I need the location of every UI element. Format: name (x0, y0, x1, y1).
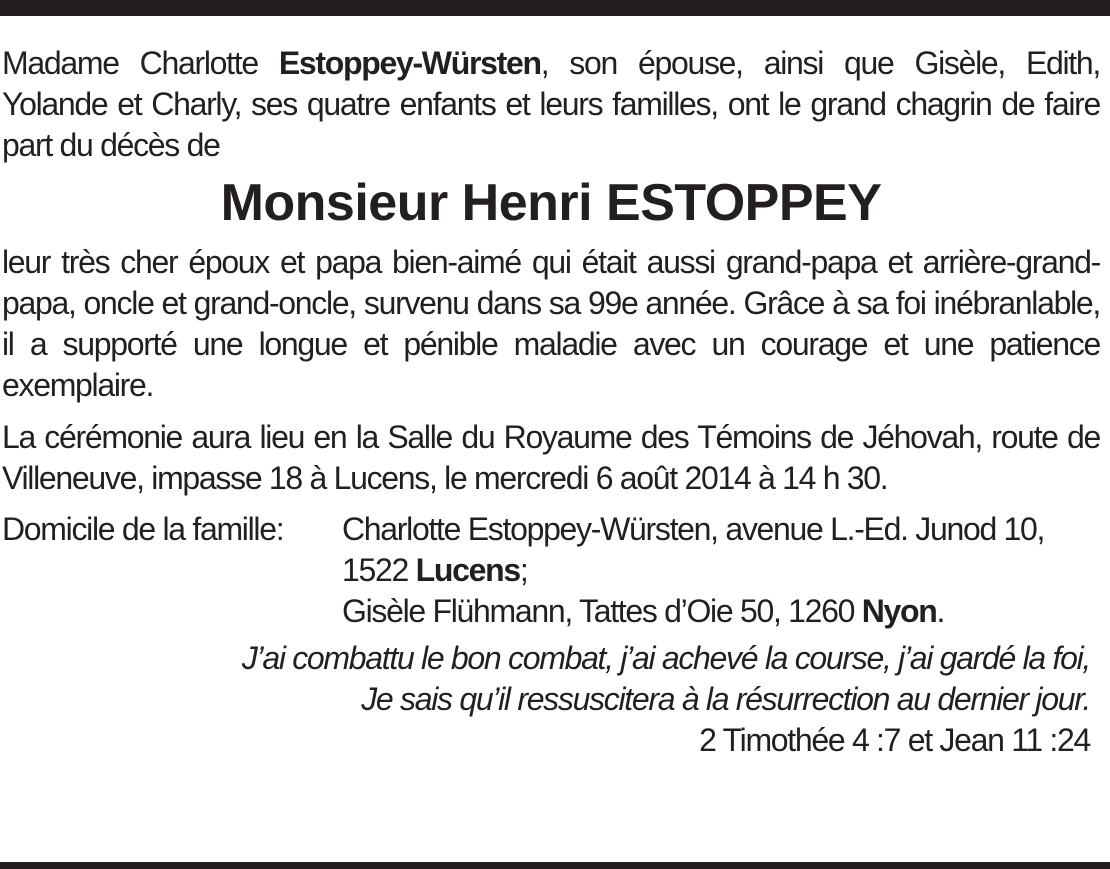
address-lines (342, 509, 1100, 632)
verse-reference: 2 Timothée 4 :7 et Jean 11 :24 (699, 722, 1090, 758)
address-line-3-prefix: Gisèle Flühmann, Tattes d’Oie 50, 1260 (342, 593, 862, 629)
verse-line-1: J’ai combattu le bon combat, j’ai achevé la course, j’ai gardé la foi, (241, 640, 1090, 676)
death-notice (2, 43, 1100, 761)
tribute-paragraph: leur très cher époux et papa bien-aimé qui était aussi grand-papa et arrière-grand-papa, oncle et grand-oncle, survenu dans sa 99e année. Grâce à sa foi inébranlable, il a supporté une longue et pénible maladie avec un courage et une patience exemplaire. (2, 244, 1100, 403)
intro-surname-bold: Estoppey-Würsten (278, 45, 541, 81)
intro-text-before: Madame Charlotte (2, 45, 279, 81)
address-line-2-suffix: ; (519, 552, 528, 588)
address-line-2 (342, 550, 1100, 591)
intro-text-after: , son épouse, ainsi que Gisèle, Edith, Yolande et Charly, ses quatre enfants et leurs familles, ont le grand chagrin de faire part du décès de (2, 45, 1100, 163)
bottom-border-rule (0, 862, 1110, 869)
address-line-1: Charlotte Estoppey-Würsten, avenue L.-Ed. Junod 10, (342, 511, 1045, 547)
address-label: Domicile de la famille: (2, 511, 284, 547)
family-address (2, 509, 1100, 632)
address-line-2-city: Lucens (415, 552, 520, 588)
ceremony-paragraph: La cérémonie aura lieu en la Salle du Royaume des Témoins de Jéhovah, route de Villeneuve, impasse 18 à Lucens, le mercredi 6 août 2014 à 14 h 30. (2, 419, 1100, 496)
verse-line-2: Je sais qu’il ressuscitera à la résurrection au dernier jour. (361, 681, 1090, 717)
top-border-rule (0, 0, 1110, 16)
address-line-3 (342, 591, 1100, 632)
address-line-3-suffix: . (936, 593, 945, 629)
deceased-name-heading: Monsieur Henri ESTOPPEY (220, 174, 882, 232)
intro-paragraph (2, 43, 1100, 166)
bible-verse (2, 638, 1100, 761)
address-line-3-city: Nyon (861, 593, 937, 629)
address-line-2-prefix: 1522 (342, 552, 416, 588)
